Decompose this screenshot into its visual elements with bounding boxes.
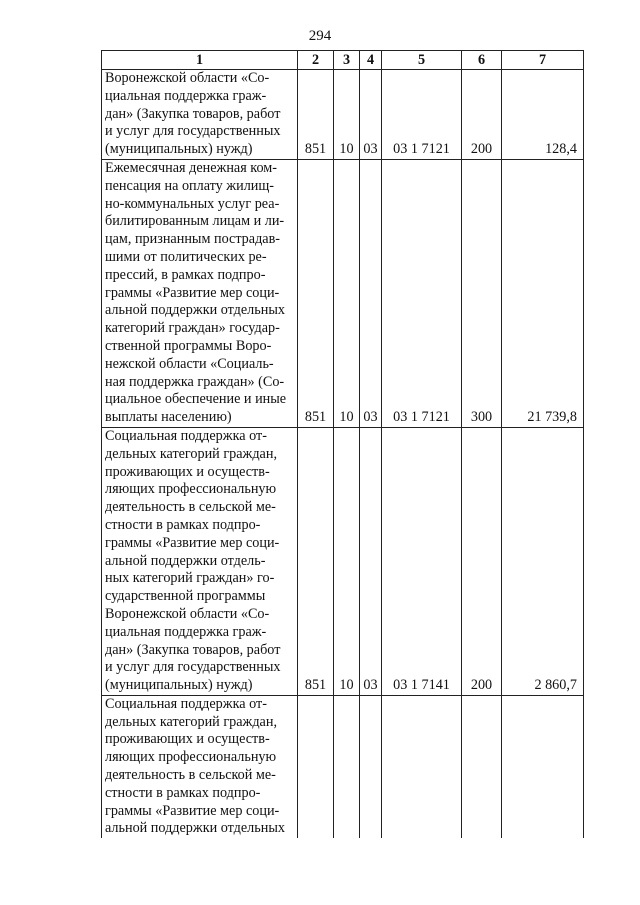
- subsection-code: 03: [360, 70, 382, 160]
- row-description: Ежемесячная денежная ком- пенсация на оплату жилищ- но-коммунальных услуг реа- билитированным лицам и ли- цам, признанным пострадав- шими от политических ре- прессий, в рамках подпро- граммы «Развитие мер соци- альной поддержки отдельных категорий граждан» государ- ственной программы Воро- нежской области «Социаль- ная поддержка граждан» (Со- циальное обеспечение и иные выплаты населению): [102, 159, 298, 427]
- expense-type-code: [462, 695, 502, 838]
- table-row: [102, 159, 584, 427]
- column-header: 3: [334, 51, 360, 70]
- amount: [502, 695, 584, 838]
- row-description: Социальная поддержка от- дельных категорий граждан, проживающих и осуществ- ляющих профессиональную деятельность в сельской ме- стности в рамках подпро- граммы «Развитие мер соци- альной поддержки отдель- ных категорий граждан» го- сударственной программы Воронежской области «Со- циальная поддержка граж- дан» (Закупка товаров, работ и услуг для государственных (муниципальных) нужд): [102, 427, 298, 695]
- subsection-code: 03: [360, 159, 382, 427]
- section-code: 10: [334, 427, 360, 695]
- section-code: 10: [334, 159, 360, 427]
- ministry-code: 851: [298, 427, 334, 695]
- column-header: 1: [102, 51, 298, 70]
- column-header: 5: [382, 51, 462, 70]
- row-description: Воронежской области «Со- циальная поддержка граж- дан» (Закупка товаров, работ и услуг для государственных (муниципальных) нужд): [102, 70, 298, 160]
- section-code: [334, 695, 360, 838]
- ministry-code: 851: [298, 159, 334, 427]
- expense-type-code: 300: [462, 159, 502, 427]
- column-header: 7: [502, 51, 584, 70]
- row-description: Социальная поддержка от- дельных категорий граждан, проживающих и осуществ- ляющих профессиональную деятельность в сельской ме- стности в рамках подпро- граммы «Развитие мер соци- альной поддержки отдельных: [102, 695, 298, 838]
- column-header: 4: [360, 51, 382, 70]
- table-row: [102, 695, 584, 838]
- column-header: 6: [462, 51, 502, 70]
- subsection-code: 03: [360, 427, 382, 695]
- amount: 21 739,8: [502, 159, 584, 427]
- amount: 2 860,7: [502, 427, 584, 695]
- amount: 128,4: [502, 70, 584, 160]
- expense-type-code: 200: [462, 427, 502, 695]
- ministry-code: [298, 695, 334, 838]
- target-article-code: 03 1 7141: [382, 427, 462, 695]
- target-article-code: 03 1 7121: [382, 159, 462, 427]
- subsection-code: [360, 695, 382, 838]
- table-row: [102, 70, 584, 160]
- table-row: [102, 427, 584, 695]
- ministry-code: 851: [298, 70, 334, 160]
- target-article-code: [382, 695, 462, 838]
- table-header-row: [102, 51, 584, 70]
- section-code: 10: [334, 70, 360, 160]
- page-number: 294: [308, 28, 332, 44]
- expense-type-code: 200: [462, 70, 502, 160]
- target-article-code: 03 1 7121: [382, 70, 462, 160]
- budget-table: [101, 50, 584, 838]
- column-header: 2: [298, 51, 334, 70]
